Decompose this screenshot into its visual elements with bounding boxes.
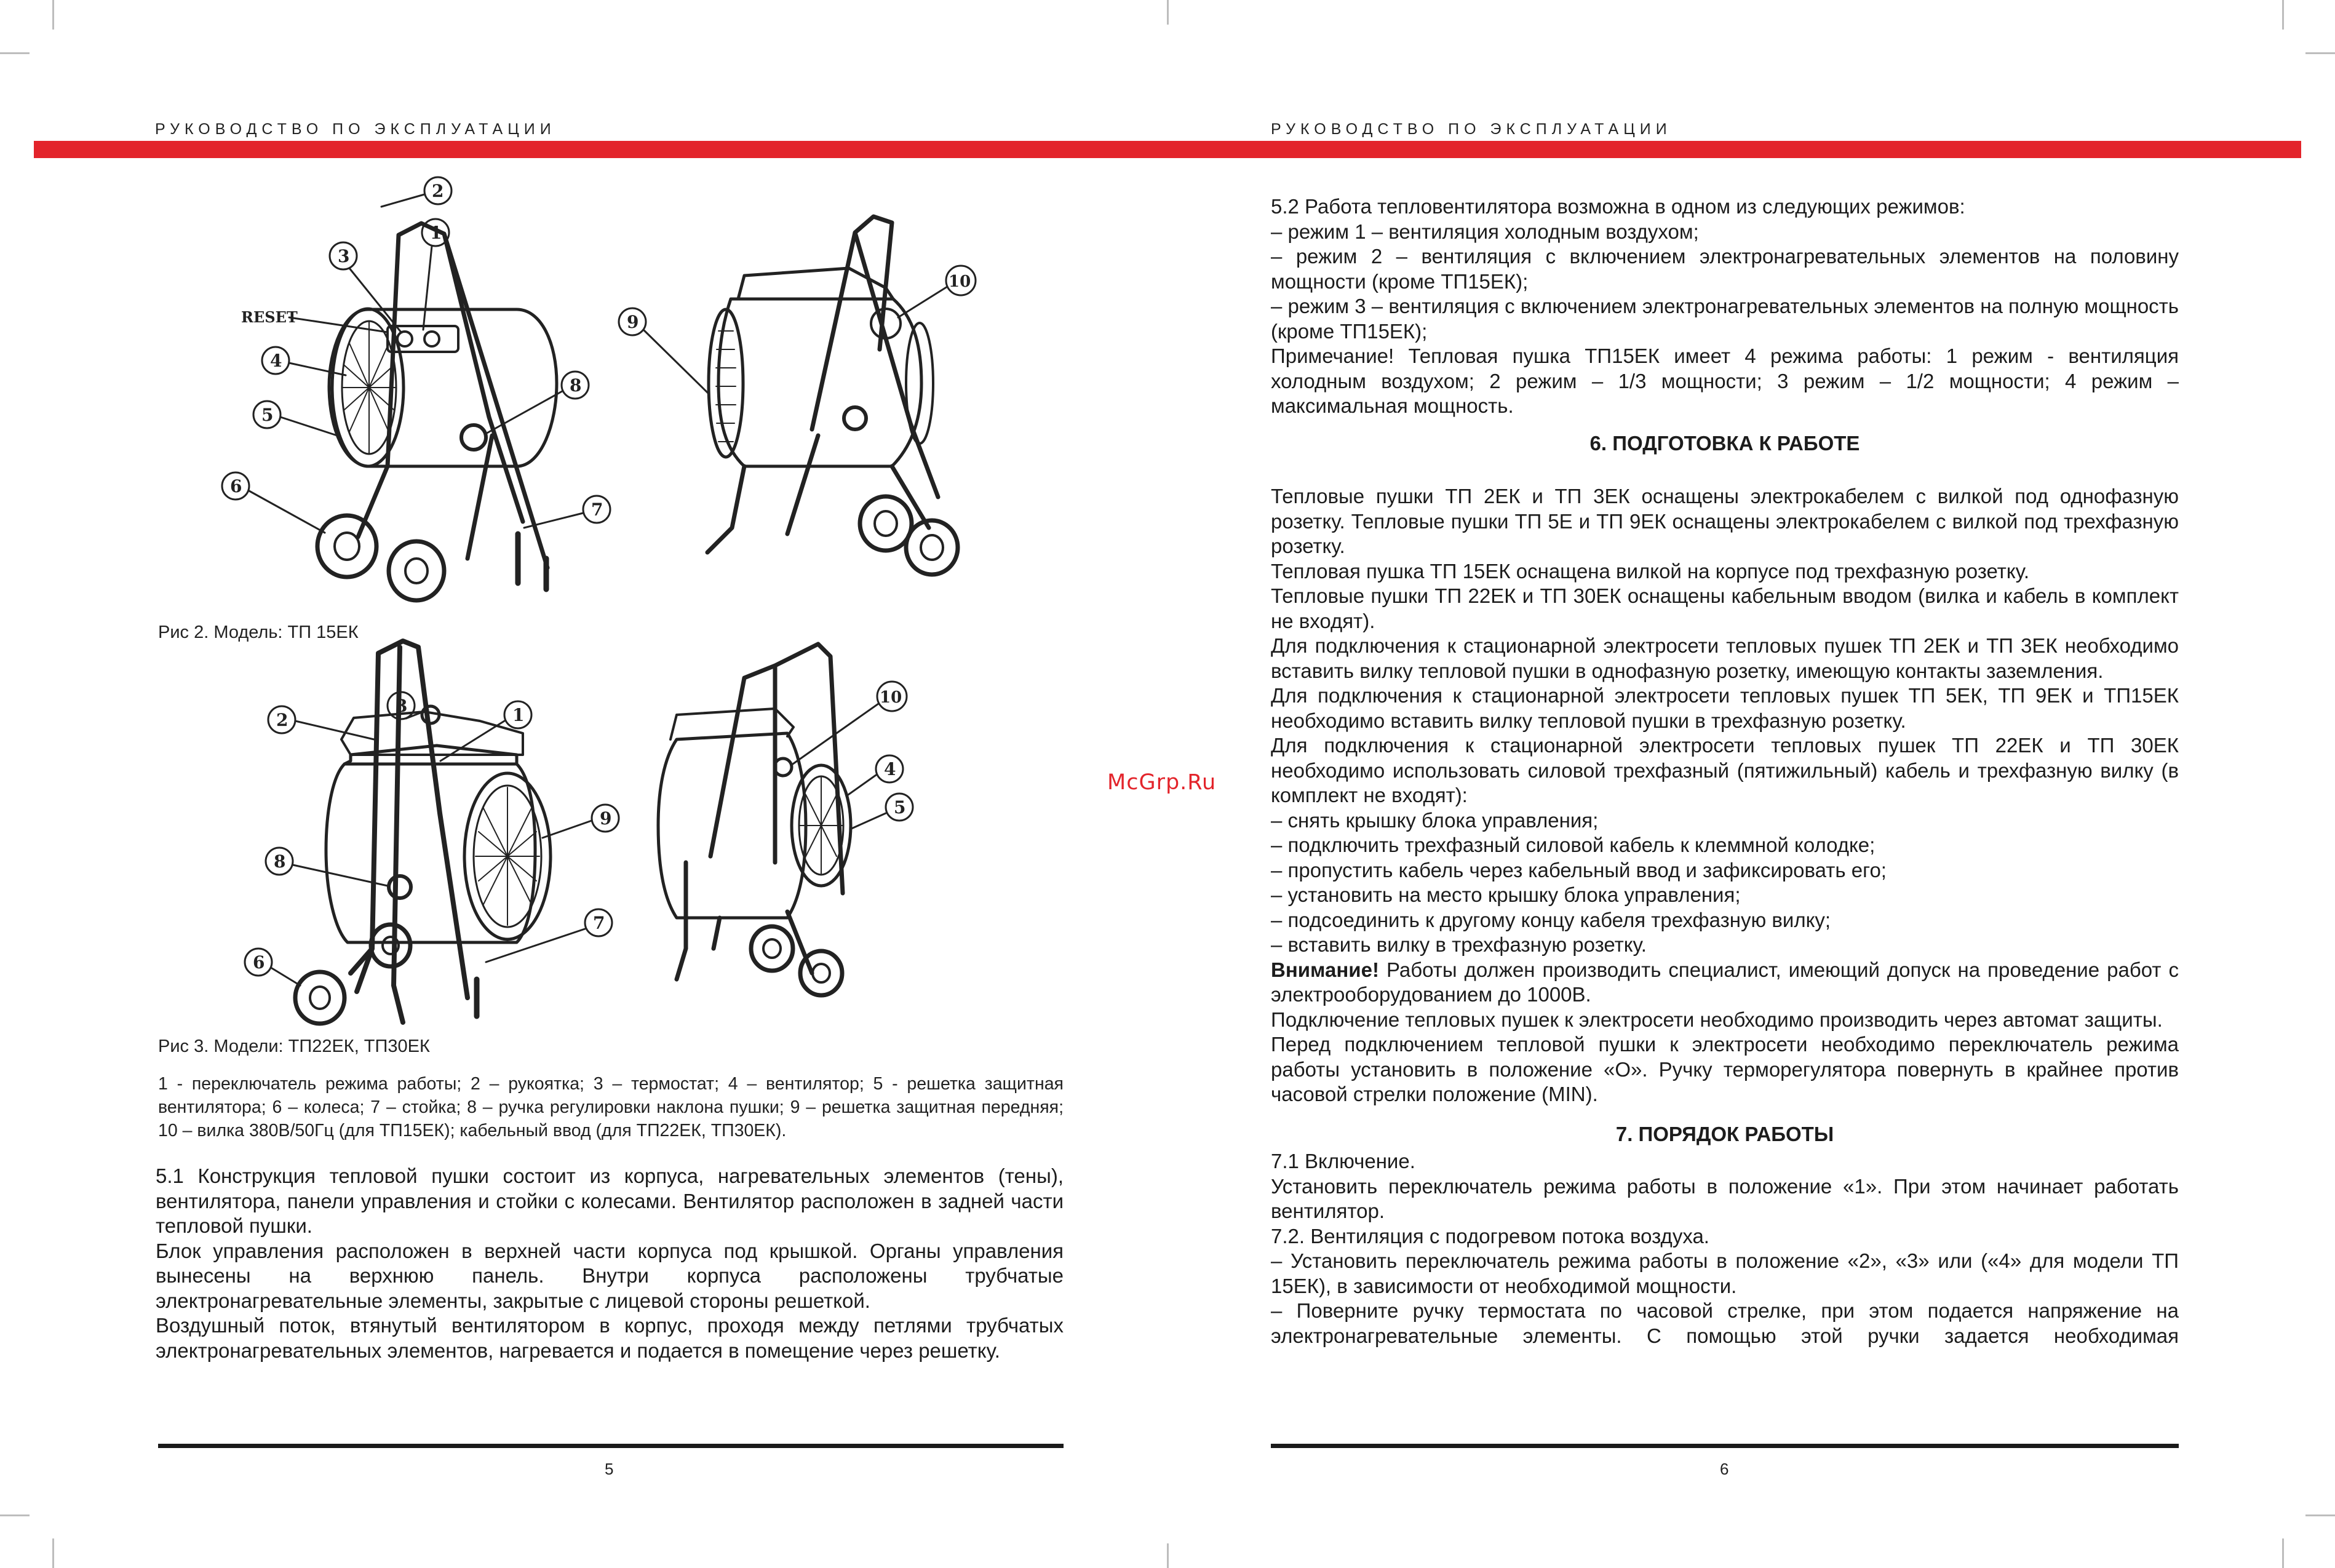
paragraph: Перед подключением тепловой пушки к электросети необходимо переключатель режима работы установить в положение «О». Ручку терморегулятора повернуть в крайнее против часовой стрелки положение (MIN).: [1271, 1033, 2179, 1105]
section-heading-7: 7. ПОРЯДОК РАБОТЫ: [1615, 1122, 1834, 1145]
callout-number: 1: [430, 223, 442, 243]
paragraph: Для подключения к стационарной электросети тепловых пушек ТП 2ЕК и ТП 3ЕК необходимо вставить вилку тепловой пушки в однофазную розетку, имеющую контакты заземления.: [1271, 634, 2179, 682]
crop-mark: [0, 52, 30, 54]
paragraph: Для подключения к стационарной электросети тепловых пушек ТП 22ЕК и ТП 30ЕК необходимо использовать силовой трехфазный (пятижильный) кабель и трехфазную вилку (в комплект не входят):: [1271, 734, 2179, 806]
heater-large-front-view: [295, 641, 551, 1024]
attention-paragraph: [1271, 958, 2179, 1008]
list-item: – режим 2 – вентиляция с включением электронагревательных элементов на половину мощности (кроме ТП15ЕК);: [1271, 245, 2179, 293]
callout-number: 6: [230, 476, 242, 496]
list-item: – режим 3 – вентиляция с включением электронагревательных элементов на полную мощность (кроме ТП15ЕК);: [1271, 295, 2179, 343]
callout-number: 10: [949, 273, 971, 291]
page-number-right: 6: [1720, 1460, 1729, 1478]
paragraph: Установить переключатель режима работы в положение «1». При этом начинает работать вентилятор.: [1271, 1174, 2179, 1222]
callout-number: 2: [432, 181, 444, 201]
list-item: – Установить переключатель режима работы в положение «2», «3» или («4» для модели ТП 15ЕК), в зависимости от необходимой мощности.: [1271, 1249, 2179, 1297]
paragraph: Подключение тепловых пушек к электросети необходимо производить через автомат защиты.: [1271, 1008, 2163, 1031]
crop-mark: [2282, 0, 2284, 30]
list-item: – установить на место крышку блока управления;: [1271, 883, 1741, 906]
reset-label: RESET: [241, 308, 298, 326]
header-title-left: РУКОВОДСТВО ПО ЭКСПЛУАТАЦИИ: [155, 121, 556, 138]
callout-number: 9: [600, 808, 612, 829]
right-body-text: [1271, 194, 2179, 1348]
heater-large-rear-view: [658, 644, 851, 995]
callout-number: 2: [276, 710, 288, 730]
callout-number: 3: [396, 696, 408, 716]
callout-number: 5: [894, 797, 906, 818]
paragraph: 7.2. Вентиляция с подогревом потока воздуха.: [1271, 1224, 1709, 1248]
left-body-text: [156, 1164, 1064, 1363]
list-item: – подсоединить к другому концу кабеля трехфазную вилку;: [1271, 908, 1831, 931]
list-item: – Поверните ручку термостата по часовой стрелке, при этом подается напряжение на электронагревательные элементы. С помощью этой ручки задается необходимая: [1271, 1299, 2179, 1347]
crop-mark: [1167, 1543, 1169, 1568]
paragraph: Для подключения к стационарной электросети тепловых пушек ТП 5ЕК, ТП 9ЕК и ТП15ЕК необходимо вставить вилку тепловой пушки в трехфазную розетку.: [1271, 684, 2179, 732]
crop-mark: [1167, 0, 1169, 25]
paragraph: Тепловые пушки ТП 22ЕК и ТП 30ЕК оснащены кабельным вводом (вилка и кабель в комплект не входят).: [1271, 584, 2179, 632]
crop-mark: [2305, 1514, 2335, 1516]
page-number-left: 5: [605, 1460, 614, 1478]
attention-label: Внимание!: [1271, 958, 1379, 981]
list-item: – снять крышку блока управления;: [1271, 808, 1599, 832]
callout-number: 7: [591, 499, 603, 520]
list-item: – подключить трехфазный силовой кабель к клеммной колодке;: [1271, 834, 1876, 856]
figure-2-caption: Рис 2. Модель: ТП 15ЕК: [158, 623, 359, 642]
section-heading-6: 6. ПОДГОТОВКА К РАБОТЕ: [1589, 431, 1860, 455]
callout-number: 10: [880, 688, 902, 707]
list-item: – пропустить кабель через кабельный ввод и зафиксировать его;: [1271, 858, 1887, 882]
paragraph: Блок управления расположен в верхней части корпуса под крышкой. Органы управления вынесены на верхнюю панель. Внутри корпуса расположены трубчатые электронагревательные элементы, закрытые с лицевой стороны решеткой.: [156, 1239, 1064, 1312]
note: Примечание! Тепловая пушка ТП15ЕК имеет 4 режима работы: 1 режим - вентиляция холодным воздухом; 2 режим – 1/3 мощности; 3 режим – 1/2 мощности; 4 режим – максимальная мощность.: [1271, 344, 2179, 417]
callout-number: 1: [512, 705, 525, 725]
header-red-band: [34, 141, 2301, 158]
figure-2-callouts-front: [222, 177, 610, 533]
callout-number: 9: [627, 312, 639, 332]
heater-front-view: [317, 223, 557, 600]
attention-text: Работы должен производить специалист, имеющий допуск на проведение работ с электрооборудованием до 1000В.: [1271, 958, 2179, 1006]
footer-rule-right: [1271, 1444, 2179, 1448]
watermark: McGrp.Ru: [1107, 770, 1217, 795]
crop-mark: [0, 1514, 30, 1516]
callout-number: 4: [270, 351, 282, 371]
callout-number: 7: [593, 913, 605, 933]
crop-mark: [52, 0, 54, 30]
figure-3-caption: Рис 3. Модели: ТП22ЕК, ТП30ЕК: [158, 1037, 430, 1056]
crop-mark: [2305, 52, 2335, 54]
paragraph: Тепловые пушки ТП 2ЕК и ТП 3ЕК оснащены электрокабелем с вилкой под однофазную розетку. Тепловые пушки ТП 5Е и ТП 9ЕК оснащены электрокабелем с вилкой под трехфазную розетку.: [1271, 485, 2179, 557]
callout-number: 3: [338, 246, 350, 266]
list-item: – режим 1 – вентиляция холодным воздухом;: [1271, 220, 1699, 243]
figure-legend: 1 - переключатель режима работы; 2 – рукоятка; 3 – термостат; 4 – вентилятор; 5 - решетка защитная вентилятора; 6 – колеса; 7 – стойка; 8 – ручка регулировки наклона пушки; 9 – решетка защитная передняя; 10 – вилка 380В/50Гц (для ТП15ЕК); кабельный ввод (для ТП22ЕК, ТП30ЕК).: [158, 1074, 1064, 1140]
figure-3-illustration: [234, 629, 935, 1035]
callout-number: 8: [570, 375, 582, 396]
callout-number: 6: [253, 952, 265, 973]
crop-mark: [52, 1538, 54, 1568]
paragraph: 5.1 Конструкция тепловой пушки состоит из корпуса, нагревательных элементов (тены), вентилятора, панели управления и стойки с колесами. Вентилятор расположен в задней части тепловой пушки.: [156, 1164, 1064, 1237]
callout-number: 4: [884, 759, 896, 779]
callout-number: 5: [261, 405, 274, 425]
header-title-right: РУКОВОДСТВО ПО ЭКСПЛУАТАЦИИ: [1271, 121, 1672, 138]
figure-2-illustration: [203, 165, 996, 614]
heater-rear-view: [707, 217, 958, 575]
paragraph: Тепловая пушка ТП 15ЕК оснащена вилкой на корпусе под трехфазную розетку.: [1271, 559, 2030, 583]
paragraph: Воздушный поток, втянутый вентилятором в корпус, проходя между петлями трубчатых электронагревательных элементов, нагревается и подается в помещение через решетку.: [156, 1314, 1064, 1362]
figure-3-callouts-rear: [791, 682, 913, 829]
list-item: – вставить вилку в трехфазную розетку.: [1271, 933, 1647, 956]
crop-mark: [2282, 1538, 2284, 1568]
paragraph: 5.2 Работа тепловентилятора возможна в одном из следующих режимов:: [1271, 195, 1965, 218]
callout-number: 8: [274, 851, 286, 872]
paragraph: 7.1 Включение.: [1271, 1150, 1415, 1172]
footer-rule-left: [158, 1444, 1064, 1448]
